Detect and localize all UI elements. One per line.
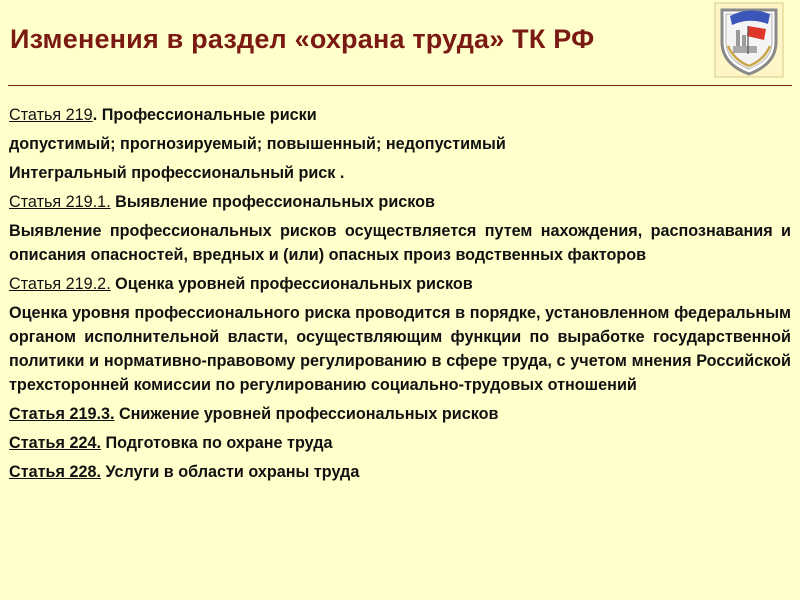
item-article-219-3 [9, 402, 791, 426]
slide-title: Изменения в раздел «охрана труда» ТК РФ [10, 24, 595, 54]
item-text: Выявление профессиональных рисков [110, 193, 436, 211]
article-ref: Статья 219.1. [9, 193, 111, 211]
integral-risk: Интегральный профессиональный риск . [9, 164, 345, 182]
assessment-paragraph: Оценка уровня профессионального риска проводится в порядке, установленном федеральным органом исполнительной власти, осуществляющим функции по выработке государственной политики и нормативно-правовому регулированию в сфере труда, с учетом мнения Российской трехсторонней комиссии по регулированию социально-трудовых отношений [9, 304, 791, 394]
article-ref: Статья 219.3. [9, 405, 115, 423]
item-text: Услуги в области охраны труда [100, 463, 360, 481]
identification-paragraph: Выявление профессиональных рисков осуществляется путем нахождения, распознавания и описания опасностей, вредных и (или) опасных произ водственных факторов [9, 222, 791, 264]
content-body [9, 103, 791, 489]
risk-levels: допустимый; прогнозируемый; повышенный; недопустимый [9, 135, 506, 153]
item-article-219 [9, 103, 791, 127]
article-ref: Статья 219.2. [9, 275, 111, 293]
item-article-224 [9, 431, 791, 455]
item-text: Снижение уровней профессиональных рисков [114, 405, 499, 423]
item-article-219-2 [9, 272, 791, 296]
item-article-219-1 [9, 190, 791, 214]
item-text: . Профессиональные риски [92, 106, 317, 124]
article-ref: Статья 228. [9, 463, 101, 481]
trade-union-emblem-icon [714, 2, 784, 78]
item-text: Оценка уровней профессиональных рисков [110, 275, 473, 293]
item-text: Подготовка по охране труда [100, 434, 333, 452]
article-ref: Статья 224. [9, 434, 101, 452]
article-ref: Статья 219 [9, 106, 93, 124]
title-divider [8, 85, 792, 86]
item-article-228 [9, 460, 791, 484]
